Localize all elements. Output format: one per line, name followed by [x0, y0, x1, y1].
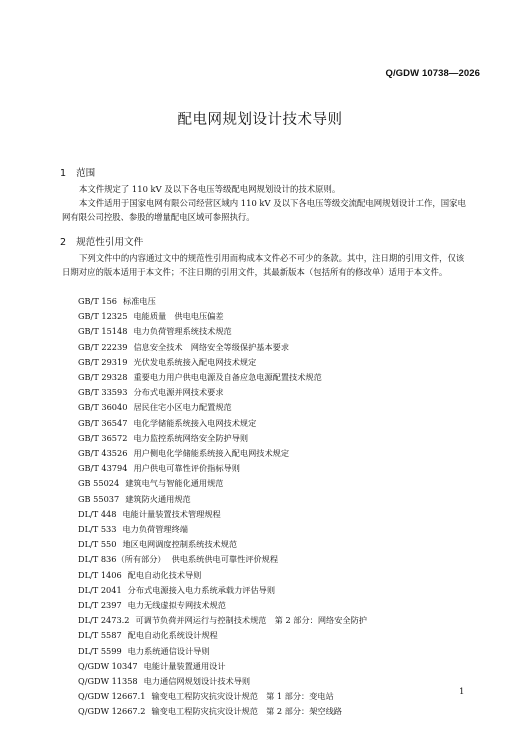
- reference-code: Q/GDW 10347: [78, 660, 138, 671]
- document-code: Q/GDW 10738—2026: [385, 68, 480, 79]
- reference-title: 信息安全技术 网络安全等级保护基本要求: [133, 341, 290, 352]
- reference-item: [78, 613, 367, 628]
- reference-item: [78, 400, 367, 415]
- reference-item: [78, 476, 367, 491]
- reference-code: Q/GDW 12667.1: [78, 691, 146, 702]
- reference-code: DL/T 836（所有部分）: [78, 554, 166, 565]
- reference-code: DL/T 5599: [78, 645, 122, 656]
- reference-code: DL/T 2041: [78, 584, 122, 595]
- reference-list: [78, 294, 367, 720]
- reference-code: GB/T 36547: [78, 417, 128, 428]
- reference-item: [78, 355, 367, 370]
- reference-item: [78, 659, 367, 674]
- reference-title: 重要电力用户供电电源及自备应急电源配置技术规范: [133, 372, 322, 383]
- reference-code: DL/T 2397: [78, 600, 122, 611]
- reference-title: 电力负荷管理终端: [122, 524, 188, 535]
- reference-title: 建筑防火通用规范: [125, 493, 191, 504]
- reference-code: DL/T 533: [78, 524, 117, 535]
- reference-code: GB/T 29319: [78, 356, 128, 367]
- reference-code: DL/T 1406: [78, 569, 122, 580]
- reference-item: [78, 537, 367, 552]
- reference-title: 标准电压: [123, 296, 156, 306]
- section-title: 规范性引用文件: [76, 237, 144, 248]
- reference-title: 配电自动化系统设计规程: [127, 630, 218, 641]
- reference-title: 电力通信网规划设计技术导则: [143, 676, 251, 687]
- reference-item: [78, 598, 367, 613]
- reference-item: [78, 446, 367, 461]
- reference-item: [78, 370, 367, 385]
- reference-title: 光伏发电系统接入配电网技术规定: [133, 356, 257, 367]
- reference-code: DL/T 2473.2: [78, 615, 130, 626]
- reference-title: 建筑电气与智能化通用规范: [125, 478, 224, 489]
- reference-item: [78, 522, 367, 537]
- section-number: 1: [60, 168, 67, 179]
- reference-title: 电力负荷管理系统技术规范: [133, 326, 232, 337]
- reference-title: 供电系统供电可靠性评价规程: [171, 554, 279, 565]
- reference-item: [78, 385, 367, 400]
- reference-item: [78, 644, 367, 659]
- reference-title: 电化学储能系统接入电网技术规定: [133, 417, 257, 428]
- reference-code: DL/T 550: [78, 539, 117, 550]
- document-title: 配电网规划设计技术导则: [177, 112, 343, 128]
- reference-code: Q/GDW 12667.2: [78, 706, 146, 717]
- section-2-heading: [60, 234, 143, 248]
- reference-code: GB/T 22239: [78, 341, 128, 352]
- reference-title: 用户供电可靠性评价指标导则: [133, 463, 240, 474]
- reference-title: 配电自动化技术导则: [127, 569, 202, 580]
- reference-code: GB/T 36040: [78, 402, 128, 413]
- reference-title: 可调节负荷并网运行与控制技术规范 第 2 部分：网络安全防护: [135, 615, 367, 626]
- reference-item: [78, 324, 367, 339]
- reference-code: DL/T 448: [78, 508, 117, 519]
- reference-title: 电力监控系统网络安全防护导则: [133, 432, 249, 443]
- reference-item: [78, 552, 367, 567]
- reference-item: [78, 507, 367, 522]
- reference-title: 电能质量 供电电压偏差: [133, 311, 224, 322]
- reference-title: 电力无线虚拟专网技术规范: [127, 600, 226, 611]
- reference-title: 电能计量装置技术管理规程: [122, 508, 221, 519]
- reference-title: 电能计量装置通用设计: [143, 660, 226, 671]
- reference-title: 用户侧电化学储能系统接入配电网技术规定: [133, 448, 290, 459]
- reference-code: GB/T 43794: [78, 463, 128, 474]
- section-title: 范围: [76, 168, 96, 179]
- reference-item: [78, 431, 367, 446]
- reference-item: [78, 416, 367, 431]
- section-number: 2: [60, 237, 67, 248]
- section-1-heading: [60, 165, 95, 179]
- reference-title: 输变电工程防灾抗灾设计规范 第 1 部分：变电站: [151, 691, 334, 702]
- reference-code: GB 55037: [78, 493, 120, 504]
- reference-code: DL/T 5587: [78, 630, 122, 641]
- reference-code: GB/T 43526: [78, 448, 128, 459]
- reference-title: 地区电网调度控制系统技术规范: [122, 539, 238, 550]
- reference-title: 输变电工程防灾抗灾设计规范 第 2 部分：架空线路: [151, 706, 342, 717]
- reference-item: [78, 340, 367, 355]
- reference-item: [78, 583, 367, 598]
- reference-item: [78, 294, 367, 309]
- page-number: 1: [459, 687, 465, 697]
- reference-title: 分布式电源接入电力系统承载力评估导则: [127, 584, 276, 595]
- reference-code: GB/T 36572: [78, 432, 128, 443]
- reference-item: [78, 461, 367, 476]
- reference-code: GB/T 156: [78, 296, 118, 306]
- reference-code: GB/T 33593: [78, 387, 128, 398]
- reference-item: [78, 492, 367, 507]
- reference-item: [78, 689, 367, 704]
- references-intro-paragraph: 下列文件中的内容通过文中的规范性引用而构成本文件必不可少的条款。其中，注日期的引用文件，仅该日期对应的版本适用于本文件；不注日期的引用文件，其最新版本（包括所有的修改单）适用于本文件。: [62, 253, 465, 277]
- applicability-paragraph: 本文件适用于国家电网有限公司经营区域内 110 kV 及以下各电压等级交流配电网规划设计工作，国家电网有限公司控股、参股的增量配电区域可参照执行。: [62, 198, 466, 222]
- reference-code: GB/T 15148: [78, 326, 128, 337]
- reference-item: [78, 674, 367, 689]
- reference-code: GB/T 29328: [78, 372, 128, 383]
- reference-code: GB/T 12325: [78, 311, 128, 322]
- reference-item: [78, 628, 367, 643]
- reference-item: [78, 309, 367, 324]
- reference-item: [78, 568, 367, 583]
- reference-item: [78, 704, 367, 719]
- reference-code: GB 55024: [78, 478, 120, 489]
- reference-title: 居民住宅小区电力配置规范: [133, 402, 232, 413]
- reference-title: 分布式电源并网技术要求: [133, 387, 224, 398]
- reference-title: 电力系统通信设计导则: [127, 645, 210, 656]
- reference-code: Q/GDW 11358: [78, 676, 138, 687]
- scope-paragraph: 本文件规定了 110 kV 及以下各电压等级配电网规划设计的技术原则。: [79, 184, 341, 194]
